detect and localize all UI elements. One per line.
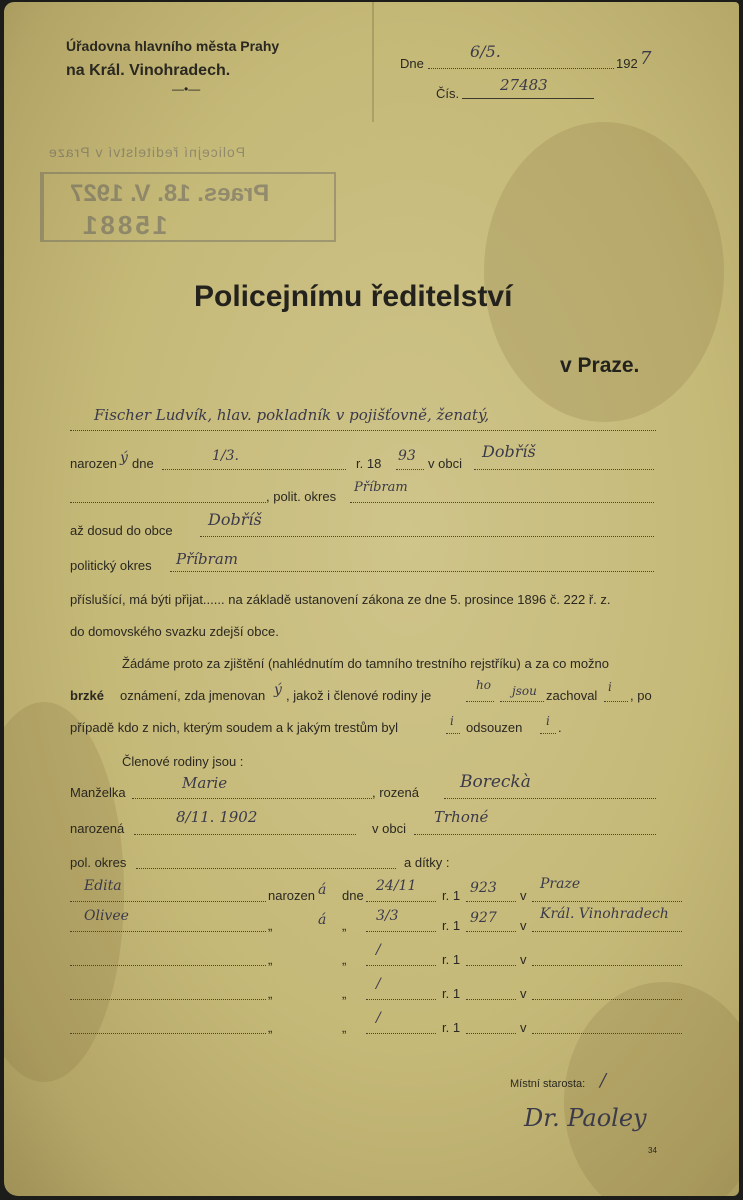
body-line-5-a: případě kdo z nich, kterým soudem a k jakým trestům byl	[70, 720, 399, 735]
child-name-line	[70, 1033, 266, 1034]
child-year-label: r. 1	[442, 918, 461, 933]
stamp-line-3: 15881	[80, 210, 168, 240]
nee-label: , rozená	[372, 785, 419, 800]
body-line-4-d: , po	[630, 688, 652, 703]
body-line-3: Žádáme proto za zjištění (nahlédnutím do tamního trestního rejstříku) a za co možno	[122, 656, 610, 671]
child-place-label: v	[520, 888, 527, 903]
wife-born-date: 8/11. 1902	[176, 808, 258, 826]
child-year: 923	[470, 880, 497, 896]
birth-date: 1/3.	[212, 448, 239, 464]
stamp-line-2: Praes. 18. V. 1927	[70, 180, 270, 207]
child-date: /	[376, 942, 381, 958]
number-line	[462, 98, 594, 99]
child-place-label: v	[520, 1020, 527, 1035]
mayor-label: Místní starosta:	[510, 1078, 586, 1090]
until-village-line	[200, 536, 654, 537]
child-date: 3/3	[376, 908, 399, 924]
born-suffix: ý	[120, 450, 128, 466]
birth-year: 93	[398, 448, 416, 464]
body-line-2: do domovského svazku zdejší obce.	[70, 624, 279, 639]
child-place-line	[532, 1033, 682, 1034]
child-born-label: narozen	[268, 888, 315, 903]
child-year-label: r. 1	[442, 986, 461, 1001]
number-label: Čís.	[436, 86, 460, 101]
body-line-5-hand-2: i	[546, 714, 550, 728]
stamp-line-1: Policejní ředitelství v Praze	[48, 144, 246, 160]
child-place-label: v	[520, 918, 527, 933]
body-line-4-b: , jakož i členové rodiny je	[286, 688, 432, 703]
date-label: Dne	[400, 56, 424, 71]
born-dne-label: dne	[132, 456, 154, 471]
wife-village: Trhoné	[434, 808, 489, 826]
body-line-5-dots-2	[540, 733, 556, 734]
child-place-line	[532, 965, 682, 966]
paper-stain	[564, 982, 739, 1196]
child-dne-label: dne	[342, 888, 364, 903]
born-label: narozen	[70, 456, 117, 471]
birth-village: Dobříš	[482, 442, 536, 461]
district-label: , polit. okres	[266, 489, 337, 504]
birth-district-line	[350, 502, 654, 503]
child-dne-label: „	[342, 918, 347, 933]
child-date: /	[376, 1010, 381, 1026]
child-place: Král. Vinohradech	[540, 906, 669, 922]
child-born-label: „	[268, 1020, 273, 1035]
police-stamp	[40, 132, 340, 242]
date-line	[428, 68, 614, 69]
document-title: Policejnímu ředitelství	[194, 280, 513, 313]
nee-name: Boreckà	[460, 772, 531, 792]
wife-born-label: narozená	[70, 821, 125, 836]
pol-district-line	[170, 571, 654, 572]
child-born-label: „	[268, 918, 273, 933]
pol-district: Příbram	[176, 550, 238, 568]
child-name-line	[70, 931, 266, 932]
birth-village-line	[474, 469, 654, 470]
child-year-line	[466, 931, 516, 932]
child-born-suffix: á	[318, 882, 327, 898]
child-place-label: v	[520, 952, 527, 967]
body-line-4-dots-2	[500, 701, 544, 702]
nee-line	[444, 798, 656, 799]
body-line-4-hand-2: ho	[476, 678, 491, 692]
child-place-label: v	[520, 986, 527, 1001]
child-born-suffix: á	[318, 912, 327, 928]
child-name-line	[70, 999, 266, 1000]
child-date-line	[366, 901, 436, 902]
child-place: Praze	[540, 876, 581, 892]
child-date-line	[366, 965, 436, 966]
birth-district: Příbram	[354, 480, 408, 495]
child-dne-label: „	[342, 952, 347, 967]
child-place-line	[532, 931, 682, 932]
children-label: a dítky :	[404, 855, 450, 870]
mayor-signature: Dr. Paoley	[524, 1104, 647, 1132]
body-line-4-c: zachoval	[546, 688, 598, 703]
page-number: 34	[648, 1146, 657, 1155]
paper-fold	[372, 2, 374, 122]
wife-born-line	[134, 834, 356, 835]
child-place-line	[532, 901, 682, 902]
child-name-line	[70, 901, 266, 902]
body-line-4-hand-1: ý	[274, 682, 282, 698]
name-line	[70, 430, 656, 431]
until-village: Dobříš	[208, 510, 262, 529]
family-intro: Členové rodiny jsou :	[122, 754, 244, 769]
child-year-line	[466, 901, 516, 902]
child-year-label: r. 1	[442, 1020, 461, 1035]
office-line-1: Úřadovna hlavního města Prahy	[66, 38, 280, 54]
child-year-label: r. 1	[442, 888, 461, 903]
year-suffix: 7	[640, 48, 652, 69]
body-line-5-dots-1	[446, 733, 460, 734]
child-year-label: r. 1	[442, 952, 461, 967]
pol-okres-line	[136, 868, 396, 869]
body-line-4-dots-3	[604, 701, 628, 702]
body-line-4-dots-1	[466, 701, 494, 702]
year-label: r. 18	[356, 456, 382, 471]
child-name: Edita	[84, 878, 122, 894]
child-born-label: „	[268, 952, 273, 967]
body-line-4-hand-4: i	[608, 680, 612, 694]
wife-label: Manželka	[70, 785, 126, 800]
year-prefix: 192	[616, 56, 638, 71]
body-line-4-hand-3: jsou	[512, 684, 537, 698]
child-dne-label: „	[342, 1020, 347, 1035]
district-blank-line	[70, 502, 266, 503]
body-line-5-hand-1: i	[450, 714, 454, 728]
child-name: Olivee	[84, 908, 129, 924]
child-name-line	[70, 965, 266, 966]
child-year-line	[466, 999, 516, 1000]
child-year-line	[466, 965, 516, 966]
date-value: 6/5.	[470, 42, 501, 61]
number-value: 27483	[500, 76, 548, 94]
body-line-1: příslušící, má býti přijat...... na základě ustanovení zákona ze dne 5. prosince 1896 č. 222 ř. z.	[70, 592, 611, 607]
body-line-4-bold: brzké	[70, 688, 104, 703]
birth-date-line	[162, 469, 346, 470]
mayor-mark: /	[600, 1070, 607, 1091]
header-dash: —•—	[172, 82, 201, 96]
child-date: /	[376, 976, 381, 992]
body-line-5-c: .	[558, 720, 562, 735]
wife-name-line	[132, 798, 372, 799]
body-line-4-a: oznámení, zda jmenovan	[120, 688, 266, 703]
wife-name: Marie	[182, 774, 228, 792]
child-dne-label: „	[342, 986, 347, 1001]
city: v Praze.	[560, 354, 640, 377]
child-date-line	[366, 1033, 436, 1034]
birth-year-line	[396, 469, 424, 470]
child-year-line	[466, 1033, 516, 1034]
child-date: 24/11	[376, 878, 417, 894]
pol-district-label: politický okres	[70, 558, 152, 573]
until-label: až dosud do obce	[70, 523, 173, 538]
wife-village-label: v obci	[372, 821, 406, 836]
office-line-2: na Král. Vinohradech.	[66, 62, 231, 79]
child-date-line	[366, 931, 436, 932]
wife-village-line	[414, 834, 656, 835]
child-place-line	[532, 999, 682, 1000]
pol-okres-label: pol. okres	[70, 855, 127, 870]
village-label: v obci	[428, 456, 462, 471]
document-page	[4, 2, 739, 1196]
child-year: 927	[470, 910, 497, 926]
child-born-label: „	[268, 986, 273, 1001]
child-date-line	[366, 999, 436, 1000]
body-line-5-b: odsouzen	[466, 720, 523, 735]
person-name-line: Fischer Ludvík, hlav. pokladník v pojišťovně, ženatý,	[94, 406, 490, 424]
